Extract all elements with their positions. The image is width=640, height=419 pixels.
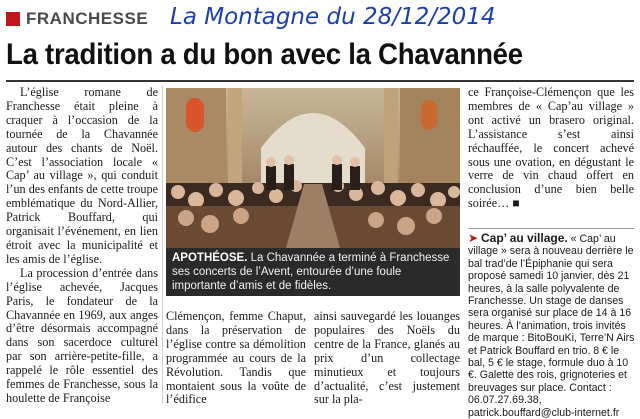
photo-illustration bbox=[166, 88, 460, 248]
article-column-left bbox=[6, 86, 158, 404]
section-tag bbox=[6, 8, 156, 30]
article-column-bottom-2 bbox=[314, 310, 460, 406]
article-paragraph: ainsi sauvegardé les louanges populaires des Noëls du centre de la France, glanés au prix d’un collectage minutieux et toujours d’actualité, c’est justement sur la pla- bbox=[314, 309, 460, 407]
headline-rule bbox=[6, 80, 634, 82]
sidebar-heading bbox=[468, 233, 571, 245]
article-paragraph: L’église romane de Franchesse était pleine à craquer à l’occasion de la tournée de la Chavannée autour des chants de Noël. C’est l’association locale « Cap’ au village », qui conduit l’un des enfants de cette troupe emblématique du Nord-Allier, Patrick Bouffard, qui organisait l’événement, en lien étroit avec la municipalité et les amis de l’église. bbox=[6, 85, 158, 266]
article-paragraph: Clémençon, femme Chaput, dans la préservation de l’église contre sa démolition programmée au cours de la Révolution. Tandis que montaient sous la voûte de l’édifice bbox=[166, 309, 306, 407]
article-paragraph: La procession d’entrée dans l’église achevée, Jacques Paris, le fondateur de la Chavannée en 1969, aux anges d’être désormais accompagné dans son sacerdoce culturel par son arrière-petite-fille, a rappelé le rôle essentiel des femmes de Franchesse, sous la houlette de Françoise bbox=[6, 265, 158, 405]
caption-text: La Chavannée a terminé à Franchesse ses concerts de l’Avent, entourée d’une foule importante d’amis et de fidèles. bbox=[172, 252, 450, 292]
headline: La tradition a du bon avec la Chavannée bbox=[6, 38, 523, 71]
article-column-right bbox=[468, 86, 634, 224]
church-concert-photo bbox=[166, 88, 460, 248]
handwritten-date-note: La Montagne du 28/12/2014 bbox=[170, 4, 496, 30]
caption-lead: APOTHÉOSE. bbox=[172, 252, 248, 264]
sidebar-rule bbox=[468, 228, 634, 229]
section-label: FRANCHESSE bbox=[26, 9, 149, 28]
sidebar-text: « Cap’ au village » sera à nouveau derrière le bal trad’de l’Épiphanie qui sera proposé samedi 10 janvier, dès 21 heures, à la salle polyvalente de Franchesse. Un stage de danses sera organisé sur place de 14 à 16 heures. À l’animation, trois invités de marque : BitoBouKi, Terre’N Airs et Patrick Bouffard en trio. 8 € le bal, 5 € le stage, formule duo à 10 €. Galette des rois, grignoteries et breuvages sur place. Contact : 06.07.27.69.38, patrick.bouffard@club-internet.fr bbox=[468, 233, 635, 419]
sidebar-title: Cap’ au village. bbox=[481, 231, 568, 245]
section-square-icon bbox=[6, 12, 20, 26]
article-column-bottom-1 bbox=[166, 310, 306, 406]
photo-caption bbox=[166, 248, 460, 296]
sidebar-box bbox=[468, 231, 636, 419]
arrow-icon: ➤ bbox=[468, 231, 479, 245]
column-divider bbox=[162, 86, 163, 404]
article-paragraph: ce Françoise-Clémençon que les membres de « Cap’au village » ont activé un brasero original. L’assistance s’est ainsi réchauffée, le concert achevé sous une ovation, en dégustant le verre de vin chaud offert en conclusion d’une bien belle soirée… ■ bbox=[468, 85, 634, 211]
